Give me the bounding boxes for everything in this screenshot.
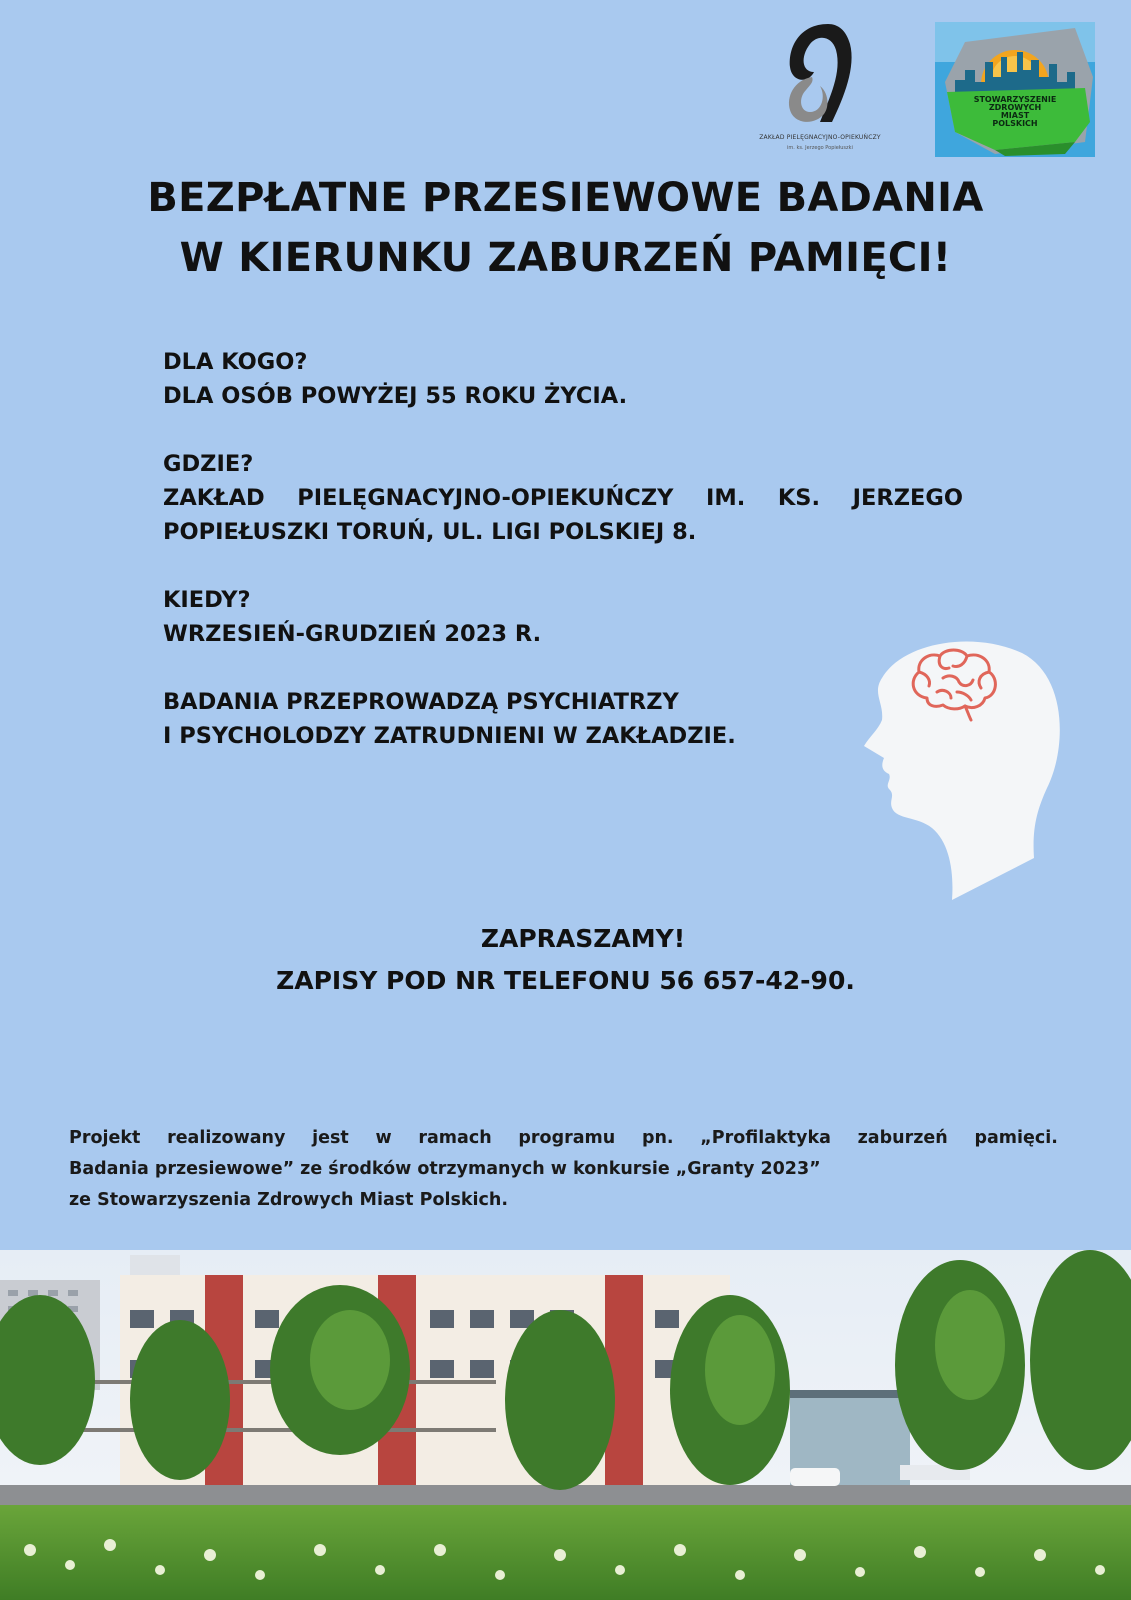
where-word: IM. — [706, 485, 746, 511]
where-answer-line-1 — [163, 481, 963, 515]
brain-icon — [907, 648, 1002, 723]
szmp-logo-line: MIAST — [1000, 111, 1030, 120]
zpo-logo — [745, 22, 895, 157]
footnote-word: realizowany — [167, 1128, 286, 1148]
footnote-line-1 — [69, 1123, 1058, 1154]
footnote-word: „Profilaktyka — [700, 1128, 831, 1148]
szmp-logo — [935, 22, 1095, 157]
szmp-logo-line: POLSKICH — [992, 119, 1038, 128]
invite-text: ZAPRASZAMY! — [480, 924, 686, 953]
staff-block — [163, 685, 983, 753]
footnote-word: zaburzeń — [857, 1128, 948, 1148]
footnote-word: programu — [518, 1128, 616, 1148]
where-word: ZAKŁAD — [163, 485, 265, 511]
footnote-line-2: Badania przesiewowe” ze środków otrzymanych w konkursie „Granty 2023” — [69, 1159, 821, 1179]
when-block — [163, 583, 983, 651]
where-block — [163, 447, 983, 549]
footnote-word: Projekt — [69, 1128, 141, 1148]
zpo-logo-sub: im. ks. Jerzego Popiełuszki — [787, 145, 853, 151]
where-word: JERZEGO — [852, 485, 963, 511]
staff-line-2: I PSYCHOLODZY ZATRUDNIENI W ZAKŁADZIE. — [163, 723, 736, 749]
where-word: KS. — [777, 485, 821, 511]
head-brain-illustration — [862, 638, 1062, 903]
szmp-logo-line: ZDROWYCH — [988, 103, 1042, 112]
zpo-emblem-icon — [780, 22, 860, 127]
footnote-word: jest — [312, 1128, 349, 1148]
title-line-2: W KIERUNKU ZABURZEŃ PAMIĘCI! — [179, 235, 952, 281]
where-question: GDZIE? — [163, 451, 254, 477]
who-question: DLA KOGO? — [163, 349, 308, 375]
title-line-1: BEZPŁATNE PRZESIEWOWE BADANIA — [147, 175, 984, 221]
szmp-logo-text — [955, 96, 1075, 128]
szmp-emblem-icon — [935, 22, 1095, 157]
who-answer: DLA OSÓB POWYŻEJ 55 ROKU ŻYCIA. — [163, 383, 628, 409]
footnote-word: pamięci. — [974, 1128, 1058, 1148]
info-section — [163, 345, 983, 787]
where-answer-line-2: POPIEŁUSZKI TORUŃ, UL. LIGI POLSKIEJ 8. — [163, 519, 697, 545]
where-word: PIELĘGNACYJNO-OPIEKUŃCZY — [297, 485, 674, 511]
szmp-logo-line: STOWARZYSZENIE — [973, 95, 1057, 104]
phone-text: ZAPISY POD NR TELEFONU 56 657-42-90. — [276, 966, 855, 995]
who-block — [163, 345, 983, 413]
staff-line-1: BADANIA PRZEPROWADZĄ PSYCHIATRZY — [163, 689, 679, 715]
call-to-action — [0, 918, 1131, 1002]
footnote-word: ramach — [418, 1128, 492, 1148]
when-question: KIEDY? — [163, 587, 251, 613]
building-photo — [0, 1250, 1131, 1600]
project-footnote — [69, 1123, 1059, 1216]
when-answer: WRZESIEŃ-GRUDZIEŃ 2023 R. — [163, 621, 542, 647]
footnote-word: pn. — [641, 1128, 674, 1148]
zpo-logo-name: ZAKŁAD PIELĘGNACYJNO-OPIEKUŃCZY — [759, 134, 881, 141]
footnote-line-3: ze Stowarzyszenia Zdrowych Miast Polskich. — [69, 1190, 509, 1210]
footnote-word: w — [375, 1128, 392, 1148]
poster-title — [0, 168, 1131, 288]
